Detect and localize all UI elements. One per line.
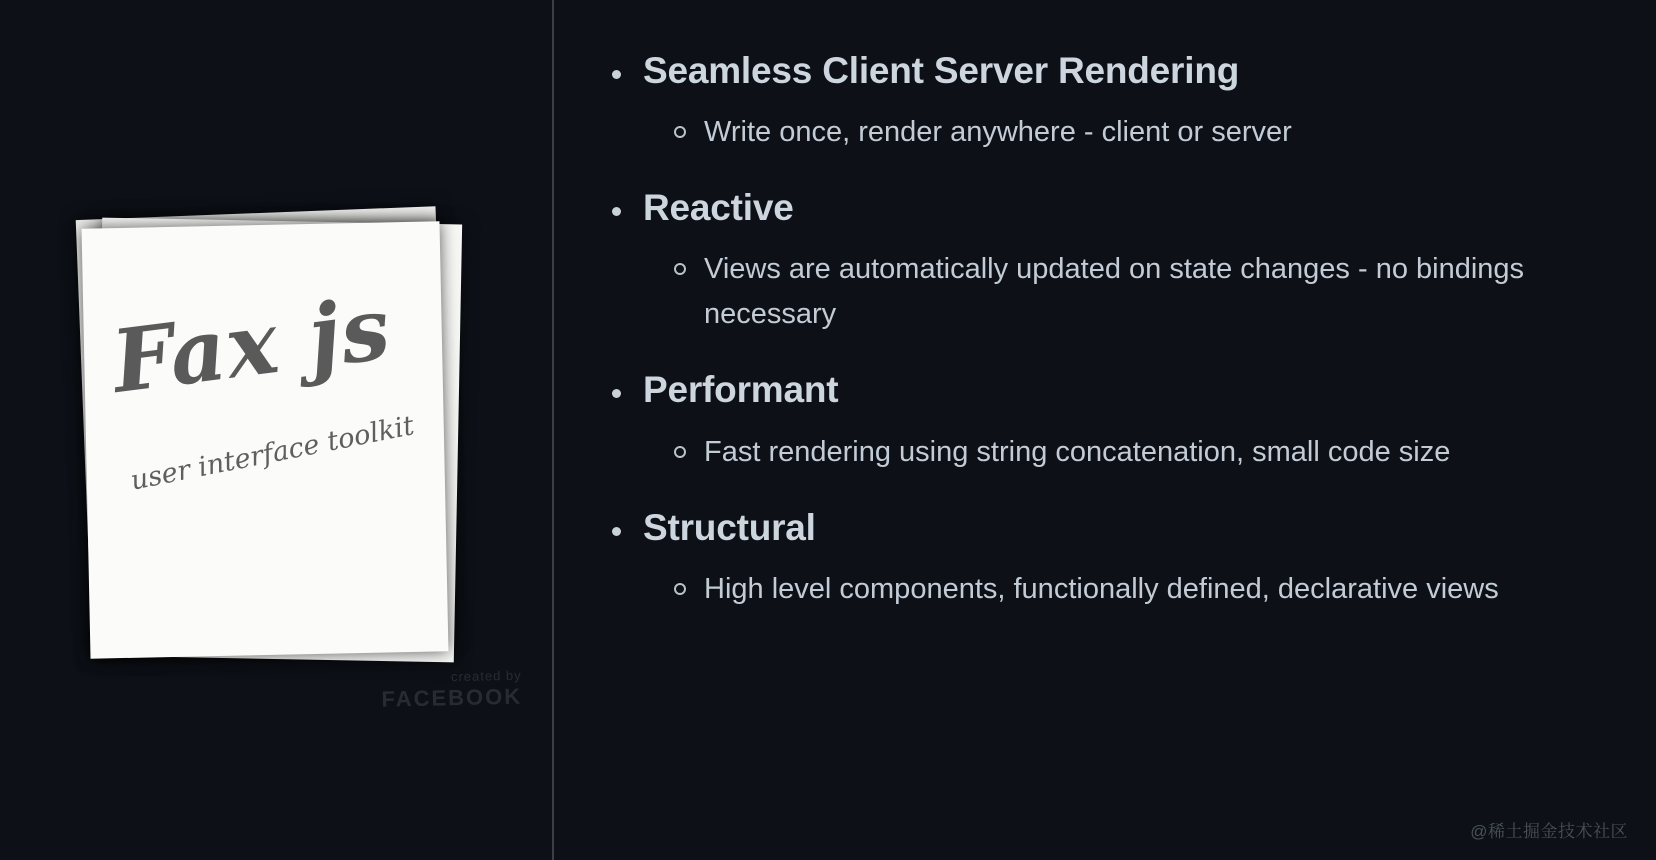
feature-heading: Seamless Client Server Rendering — [643, 50, 1240, 91]
feature-item — [612, 367, 1616, 474]
bullet-dot-icon — [612, 207, 621, 216]
feature-detail: Views are automatically updated on state changes - no bindings necessary — [704, 253, 1525, 331]
bullet-dot-icon — [612, 389, 621, 398]
bullet-dot-icon — [612, 527, 621, 536]
feature-heading-row — [612, 505, 1616, 551]
feature-detail-row — [674, 567, 1616, 612]
feature-heading: Structural — [643, 506, 816, 548]
feature-heading: Reactive — [643, 187, 794, 229]
logo-panel — [0, 0, 554, 860]
logo-title: Fax js — [106, 277, 397, 413]
sub-bullet-circle-icon — [674, 583, 686, 595]
feature-heading-row — [612, 48, 1616, 94]
feature-item — [612, 48, 1616, 155]
logo-subtitle: user interface toolkit — [128, 410, 417, 497]
sub-bullet-circle-icon — [674, 126, 686, 138]
logo-card-stack — [70, 205, 523, 712]
feature-detail-row — [674, 430, 1616, 475]
bullet-dot-icon — [612, 70, 621, 79]
feature-detail-row — [674, 110, 1616, 155]
sub-bullet-circle-icon — [674, 263, 686, 275]
feature-detail: High level components, functionally defined, declarative views — [704, 572, 1499, 605]
feature-heading-row — [612, 185, 1616, 231]
watermark: @稀土掘金技术社区 — [1470, 822, 1628, 841]
feature-detail: Fast rendering using string concatenation, small code size — [704, 435, 1451, 468]
feature-heading-row — [612, 367, 1616, 413]
feature-detail-row — [674, 247, 1616, 337]
logo-card-front — [82, 221, 523, 712]
sub-bullet-circle-icon — [674, 446, 686, 458]
logo-footer — [381, 668, 523, 713]
feature-item — [612, 185, 1616, 337]
logo-footer-small: created by — [450, 667, 522, 685]
feature-list-panel — [554, 0, 1656, 860]
feature-detail: Write once, render anywhere - client or server — [704, 116, 1292, 149]
logo-footer-big: FACEBOOK — [381, 683, 523, 712]
feature-item — [612, 505, 1616, 612]
feature-heading: Performant — [643, 369, 839, 411]
